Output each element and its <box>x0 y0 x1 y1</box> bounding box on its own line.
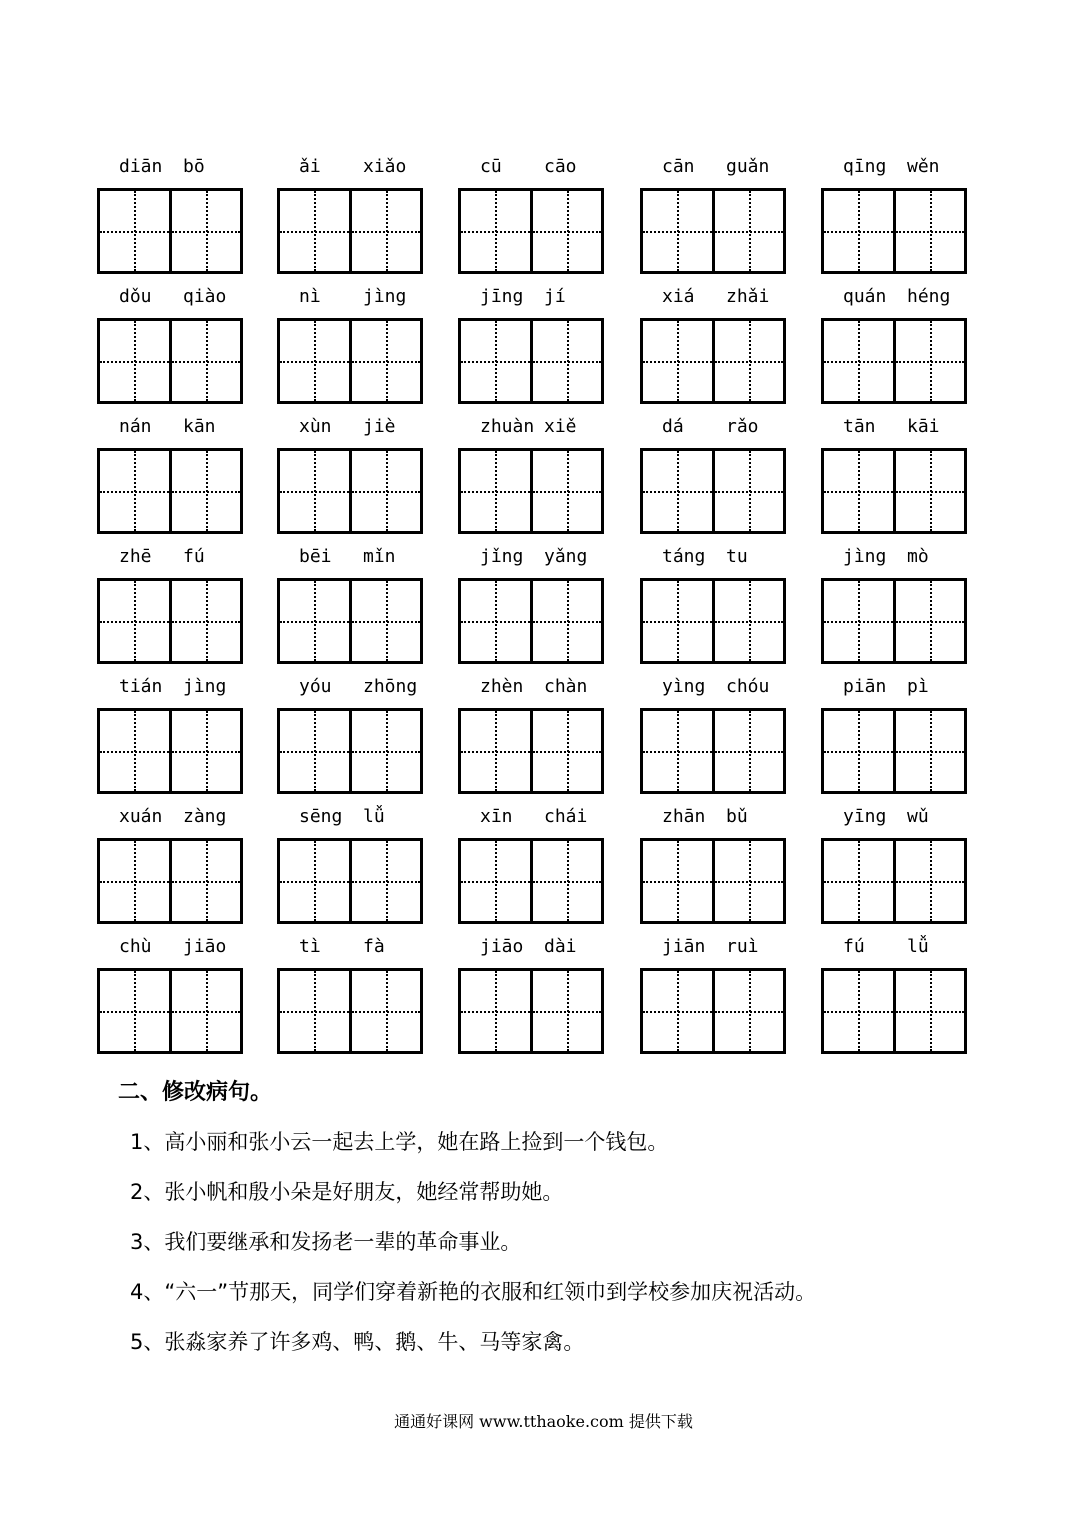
tian-grid-square[interactable] <box>712 711 784 791</box>
tian-grid-square[interactable] <box>100 321 169 401</box>
word-cell <box>277 412 423 524</box>
pinyin-label <box>458 412 604 442</box>
pinyin-syllable: fú <box>843 936 865 957</box>
writing-box[interactable] <box>97 708 243 794</box>
word-cell <box>277 802 423 914</box>
writing-box[interactable] <box>821 838 967 924</box>
pinyin-syllable: jìng <box>363 286 407 307</box>
pinyin-syllable: nán <box>119 416 152 437</box>
writing-box[interactable] <box>458 188 604 274</box>
word-cell <box>97 282 243 394</box>
tian-grid-square[interactable] <box>169 321 241 401</box>
pinyin-label <box>821 282 967 312</box>
tian-grid-square[interactable] <box>712 841 784 921</box>
tian-grid-square[interactable] <box>530 971 602 1051</box>
pinyin-label <box>821 152 967 182</box>
writing-box[interactable] <box>640 838 786 924</box>
pinyin-syllable: chóu <box>726 676 770 697</box>
pinyin-syllable: zhōng <box>363 676 418 697</box>
pinyin-syllable: xùn <box>299 416 332 437</box>
writing-box[interactable] <box>458 708 604 794</box>
tian-grid-square[interactable] <box>643 191 712 271</box>
word-cell <box>821 802 967 914</box>
word-cell <box>458 672 604 784</box>
pinyin-syllable: quán <box>843 286 887 307</box>
word-cell <box>277 542 423 654</box>
tian-grid-square[interactable] <box>712 971 784 1051</box>
tian-grid-square[interactable] <box>100 841 169 921</box>
pinyin-syllable: jiāo <box>183 936 227 957</box>
pinyin-syllable: yīng <box>843 806 887 827</box>
tian-grid-square[interactable] <box>530 191 602 271</box>
pinyin-label <box>640 932 786 962</box>
pinyin-syllable: wěn <box>907 156 940 177</box>
pinyin-label <box>640 152 786 182</box>
pinyin-label <box>821 542 967 572</box>
pinyin-syllable: dài <box>544 936 577 957</box>
writing-box[interactable] <box>97 448 243 534</box>
word-cell <box>277 932 423 1044</box>
writing-box[interactable] <box>277 838 423 924</box>
word-cell <box>458 932 604 1044</box>
writing-box[interactable] <box>277 578 423 664</box>
pinyin-syllable: guǎn <box>726 156 770 177</box>
section-title: 二、修改病句。 <box>118 1080 273 1105</box>
tian-grid-square[interactable] <box>824 321 893 401</box>
pinyin-syllable: xiá <box>662 286 695 307</box>
pinyin-label <box>277 802 423 832</box>
word-cell <box>640 542 786 654</box>
pinyin-label <box>277 412 423 442</box>
footer: 通通好课网 www.tthaoke.com 提供下载 <box>394 1412 693 1431</box>
pinyin-syllable: chàn <box>544 676 588 697</box>
pinyin-syllable: kāi <box>907 416 940 437</box>
pinyin-label <box>640 412 786 442</box>
word-cell <box>640 932 786 1044</box>
word-cell <box>97 152 243 264</box>
tian-grid-square[interactable] <box>893 581 965 661</box>
pinyin-syllable: ruì <box>726 936 759 957</box>
pinyin-syllable: ǎi <box>299 156 321 177</box>
tian-grid-square[interactable] <box>169 451 241 531</box>
word-cell <box>458 412 604 524</box>
tian-grid-square[interactable] <box>280 711 349 791</box>
tian-grid-square[interactable] <box>530 711 602 791</box>
word-cell <box>640 672 786 784</box>
word-cell <box>640 802 786 914</box>
tian-grid-square[interactable] <box>530 451 602 531</box>
tian-grid-square[interactable] <box>530 581 602 661</box>
writing-box[interactable] <box>277 448 423 534</box>
pinyin-syllable: xuán <box>119 806 163 827</box>
pinyin-label <box>458 542 604 572</box>
writing-box[interactable] <box>458 838 604 924</box>
word-cell <box>640 412 786 524</box>
pinyin-syllable: zhǎi <box>726 286 770 307</box>
word-cell <box>821 932 967 1044</box>
pinyin-syllable: mò <box>907 546 929 567</box>
pinyin-label <box>458 932 604 962</box>
pinyin-syllable: mǐn <box>363 546 396 567</box>
tian-grid-square[interactable] <box>349 711 421 791</box>
word-cell <box>458 802 604 914</box>
word-cell <box>97 412 243 524</box>
tian-grid-square[interactable] <box>461 711 530 791</box>
tian-grid-square[interactable] <box>100 711 169 791</box>
sentence-1: 1、高小丽和张小云一起去上学，她在路上捡到一个钱包。 <box>130 1130 669 1154</box>
pinyin-syllable: tān <box>843 416 876 437</box>
pinyin-label <box>640 542 786 572</box>
tian-grid-square[interactable] <box>643 581 712 661</box>
tian-grid-square[interactable] <box>893 711 965 791</box>
tian-grid-square[interactable] <box>349 451 421 531</box>
pinyin-syllable: chù <box>119 936 152 957</box>
tian-grid-square[interactable] <box>349 581 421 661</box>
tian-grid-square[interactable] <box>461 581 530 661</box>
tian-grid-square[interactable] <box>461 321 530 401</box>
writing-box[interactable] <box>277 318 423 404</box>
tian-grid-square[interactable] <box>100 581 169 661</box>
tian-grid-square[interactable] <box>824 711 893 791</box>
word-cell <box>277 672 423 784</box>
tian-grid-square[interactable] <box>824 841 893 921</box>
tian-grid-square[interactable] <box>169 191 241 271</box>
word-cell <box>97 932 243 1044</box>
pinyin-label <box>821 802 967 832</box>
writing-box[interactable] <box>277 968 423 1054</box>
pinyin-syllable: xiǎo <box>363 156 407 177</box>
pinyin-label <box>97 282 243 312</box>
word-cell <box>640 282 786 394</box>
word-cell <box>97 542 243 654</box>
tian-grid-square[interactable] <box>893 321 965 401</box>
sentence-3: 3、我们要继承和发扬老一辈的革命事业。 <box>130 1230 522 1254</box>
tian-grid-square[interactable] <box>893 841 965 921</box>
tian-grid-square[interactable] <box>280 581 349 661</box>
writing-box[interactable] <box>97 318 243 404</box>
pinyin-syllable: fú <box>183 546 205 567</box>
pinyin-label <box>821 412 967 442</box>
pinyin-syllable: lǚ <box>363 806 385 827</box>
tian-grid-square[interactable] <box>824 581 893 661</box>
tian-grid-square[interactable] <box>530 321 602 401</box>
sentence-5: 5、张淼家养了许多鸡、鸭、鹅、牛、马等家禽。 <box>130 1330 585 1354</box>
pinyin-label <box>640 672 786 702</box>
word-cell <box>821 152 967 264</box>
pinyin-syllable: piān <box>843 676 887 697</box>
tian-grid-square[interactable] <box>461 191 530 271</box>
pinyin-label <box>277 152 423 182</box>
tian-grid-square[interactable] <box>712 321 784 401</box>
pinyin-syllable: zhèn <box>480 676 524 697</box>
tian-grid-square[interactable] <box>893 451 965 531</box>
pinyin-syllable: lǚ <box>907 936 929 957</box>
word-cell <box>97 672 243 784</box>
pinyin-syllable: cān <box>662 156 695 177</box>
pinyin-syllable: zhān <box>662 806 706 827</box>
tian-grid-square[interactable] <box>100 451 169 531</box>
tian-grid-square[interactable] <box>349 841 421 921</box>
writing-box[interactable] <box>458 318 604 404</box>
writing-box[interactable] <box>640 448 786 534</box>
writing-box[interactable] <box>640 968 786 1054</box>
tian-grid-square[interactable] <box>280 191 349 271</box>
writing-box[interactable] <box>821 968 967 1054</box>
tian-grid-square[interactable] <box>824 191 893 271</box>
writing-box[interactable] <box>640 188 786 274</box>
pinyin-syllable: qīng <box>843 156 887 177</box>
writing-box[interactable] <box>640 708 786 794</box>
writing-box[interactable] <box>277 708 423 794</box>
tian-grid-square[interactable] <box>169 581 241 661</box>
pinyin-syllable: sēng <box>299 806 343 827</box>
tian-grid-square[interactable] <box>712 581 784 661</box>
pinyin-syllable: pì <box>907 676 929 697</box>
tian-grid-square[interactable] <box>643 971 712 1051</box>
writing-box[interactable] <box>458 578 604 664</box>
sentence-4: 4、“六一”节那天，同学们穿着新艳的衣服和红领巾到学校参加庆祝活动。 <box>130 1280 817 1304</box>
pinyin-syllable: tì <box>299 936 321 957</box>
pinyin-syllable: yǎng <box>544 546 588 567</box>
pinyin-syllable: yóu <box>299 676 332 697</box>
pinyin-label <box>821 932 967 962</box>
tian-grid-square[interactable] <box>712 451 784 531</box>
word-cell <box>821 282 967 394</box>
writing-box[interactable] <box>821 578 967 664</box>
word-cell <box>277 152 423 264</box>
tian-grid-square[interactable] <box>893 191 965 271</box>
word-cell <box>821 412 967 524</box>
writing-box[interactable] <box>97 838 243 924</box>
tian-grid-square[interactable] <box>349 971 421 1051</box>
pinyin-syllable: jǐng <box>480 546 524 567</box>
tian-grid-square[interactable] <box>100 191 169 271</box>
tian-grid-square[interactable] <box>643 841 712 921</box>
pinyin-syllable: xīn <box>480 806 513 827</box>
pinyin-syllable: jiè <box>363 416 396 437</box>
tian-grid-square[interactable] <box>643 321 712 401</box>
word-cell <box>277 282 423 394</box>
pinyin-syllable: kān <box>183 416 216 437</box>
pinyin-label <box>97 152 243 182</box>
pinyin-label <box>640 802 786 832</box>
tian-grid-square[interactable] <box>169 711 241 791</box>
writing-box[interactable] <box>821 318 967 404</box>
tian-grid-square[interactable] <box>280 971 349 1051</box>
tian-grid-square[interactable] <box>461 971 530 1051</box>
pinyin-label <box>640 282 786 312</box>
pinyin-syllable: tián <box>119 676 163 697</box>
pinyin-label <box>821 672 967 702</box>
pinyin-syllable: qiào <box>183 286 227 307</box>
pinyin-label <box>458 282 604 312</box>
pinyin-syllable: wǔ <box>907 806 929 827</box>
pinyin-syllable: jìng <box>183 676 227 697</box>
pinyin-label <box>97 542 243 572</box>
tian-grid-square[interactable] <box>280 841 349 921</box>
pinyin-label <box>458 672 604 702</box>
writing-box[interactable] <box>97 188 243 274</box>
writing-box[interactable] <box>277 188 423 274</box>
pinyin-syllable: rǎo <box>726 416 759 437</box>
pinyin-label <box>277 932 423 962</box>
writing-box[interactable] <box>821 448 967 534</box>
pinyin-syllable: diān <box>119 156 163 177</box>
pinyin-syllable: xiě <box>544 416 577 437</box>
word-cell <box>458 152 604 264</box>
tian-grid-square[interactable] <box>169 971 241 1051</box>
pinyin-syllable: bēi <box>299 546 332 567</box>
tian-grid-square[interactable] <box>530 841 602 921</box>
writing-box[interactable] <box>640 578 786 664</box>
tian-grid-square[interactable] <box>893 971 965 1051</box>
tian-grid-square[interactable] <box>169 841 241 921</box>
writing-box[interactable] <box>97 578 243 664</box>
pinyin-label <box>277 542 423 572</box>
writing-box[interactable] <box>458 968 604 1054</box>
tian-grid-square[interactable] <box>280 451 349 531</box>
writing-box[interactable] <box>97 968 243 1054</box>
word-cell <box>97 802 243 914</box>
tian-grid-square[interactable] <box>461 451 530 531</box>
writing-box[interactable] <box>821 708 967 794</box>
pinyin-label <box>97 802 243 832</box>
pinyin-label <box>458 152 604 182</box>
pinyin-syllable: cāo <box>544 156 577 177</box>
pinyin-syllable: zàng <box>183 806 227 827</box>
pinyin-syllable: chái <box>544 806 588 827</box>
pinyin-syllable: zhē <box>119 546 152 567</box>
pinyin-label <box>277 672 423 702</box>
tian-grid-square[interactable] <box>824 451 893 531</box>
tian-grid-square[interactable] <box>100 971 169 1051</box>
pinyin-label <box>97 412 243 442</box>
pinyin-syllable: dǒu <box>119 286 152 307</box>
pinyin-syllable: bō <box>183 156 205 177</box>
pinyin-syllable: tu <box>726 546 748 567</box>
word-cell <box>821 542 967 654</box>
writing-box[interactable] <box>821 188 967 274</box>
tian-grid-square[interactable] <box>280 321 349 401</box>
pinyin-syllable: bǔ <box>726 806 748 827</box>
tian-grid-square[interactable] <box>643 711 712 791</box>
word-cell <box>821 672 967 784</box>
pinyin-syllable: héng <box>907 286 951 307</box>
pinyin-label <box>277 282 423 312</box>
sentence-2: 2、张小帆和殷小朵是好朋友，她经常帮助她。 <box>130 1180 564 1204</box>
pinyin-syllable: táng <box>662 546 706 567</box>
pinyin-syllable: jí <box>544 286 566 307</box>
tian-grid-square[interactable] <box>461 841 530 921</box>
tian-grid-square[interactable] <box>349 321 421 401</box>
pinyin-syllable: jìng <box>843 546 887 567</box>
tian-grid-square[interactable] <box>349 191 421 271</box>
pinyin-syllable: nì <box>299 286 321 307</box>
pinyin-syllable: dá <box>662 416 684 437</box>
pinyin-syllable: jiān <box>662 936 706 957</box>
pinyin-syllable: yìng <box>662 676 706 697</box>
word-cell <box>458 542 604 654</box>
word-cell <box>640 152 786 264</box>
tian-grid-square[interactable] <box>643 451 712 531</box>
pinyin-syllable: jīng <box>480 286 524 307</box>
tian-grid-square[interactable] <box>712 191 784 271</box>
pinyin-label <box>97 932 243 962</box>
tian-grid-square[interactable] <box>824 971 893 1051</box>
writing-box[interactable] <box>458 448 604 534</box>
pinyin-label <box>458 802 604 832</box>
writing-box[interactable] <box>640 318 786 404</box>
pinyin-syllable: fà <box>363 936 385 957</box>
pinyin-syllable: cū <box>480 156 502 177</box>
pinyin-syllable: jiāo <box>480 936 524 957</box>
pinyin-syllable: zhuàn <box>480 416 535 437</box>
word-cell <box>458 282 604 394</box>
pinyin-label <box>97 672 243 702</box>
